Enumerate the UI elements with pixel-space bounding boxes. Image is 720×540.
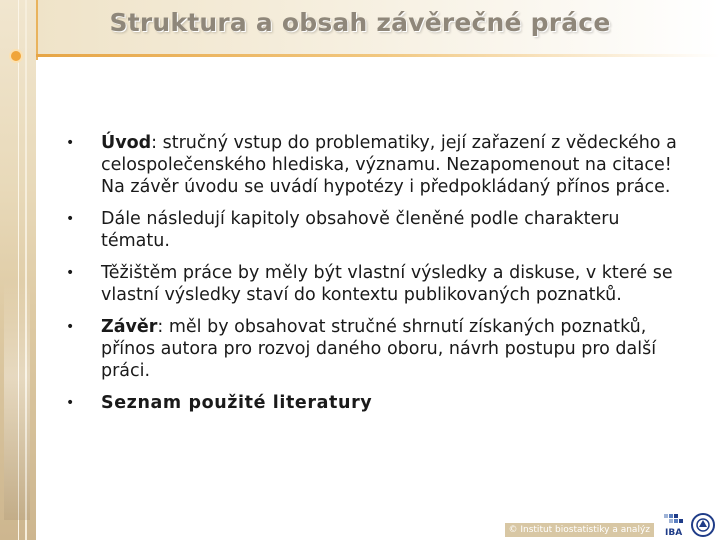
- bullet-icon: •: [66, 319, 75, 335]
- list-item: [66, 132, 686, 198]
- list-item: [66, 208, 686, 252]
- left-decorative-band: [0, 0, 36, 540]
- item-text: Těžištěm práce by měly být vlastní výsledky a diskuse, v které se vlastní výsledky staví do kontextu publikovaných poznatků.: [101, 263, 673, 305]
- item-text: : měl by obsahovat stručné shrnutí získaných poznatků, přínos autora pro rozvoj daného oboru, návrh postupu pro další práci.: [101, 317, 657, 381]
- band-image: [4, 280, 30, 520]
- footer-copyright: © Institut biostatistiky a analýz: [505, 523, 655, 537]
- item-text: : stručný vstup do problematiky, její zařazení z vědeckého a celospolečenského hlediska, významu. Nezapomenout na citace! Na závěr úvodu se uvádí hypotézy i předpokládaný přínos práce.: [101, 133, 677, 197]
- keyword-conclusion: Závěr: [101, 317, 158, 337]
- bullet-icon: •: [66, 135, 75, 151]
- bullet-icon: •: [66, 211, 75, 227]
- university-seal-icon: [690, 512, 716, 538]
- iba-logo-text: IBA: [665, 528, 683, 538]
- list-item: [66, 262, 686, 306]
- bullet-icon: •: [66, 265, 75, 281]
- orange-dot-icon: [9, 49, 23, 63]
- bullet-list: [66, 132, 686, 424]
- slide-title: Struktura a obsah závěrečné práce: [109, 8, 611, 37]
- list-item: [66, 392, 686, 414]
- bullet-icon: •: [66, 395, 75, 411]
- keyword-intro: Úvod: [101, 133, 152, 153]
- list-item: [66, 316, 686, 382]
- title-underline: [36, 54, 720, 57]
- keyword-literature: Seznam použité literatury: [101, 393, 373, 413]
- iba-logo-icon: [662, 512, 688, 538]
- item-text: Dále následují kapitoly obsahově členěné podle charakteru tématu.: [101, 209, 620, 251]
